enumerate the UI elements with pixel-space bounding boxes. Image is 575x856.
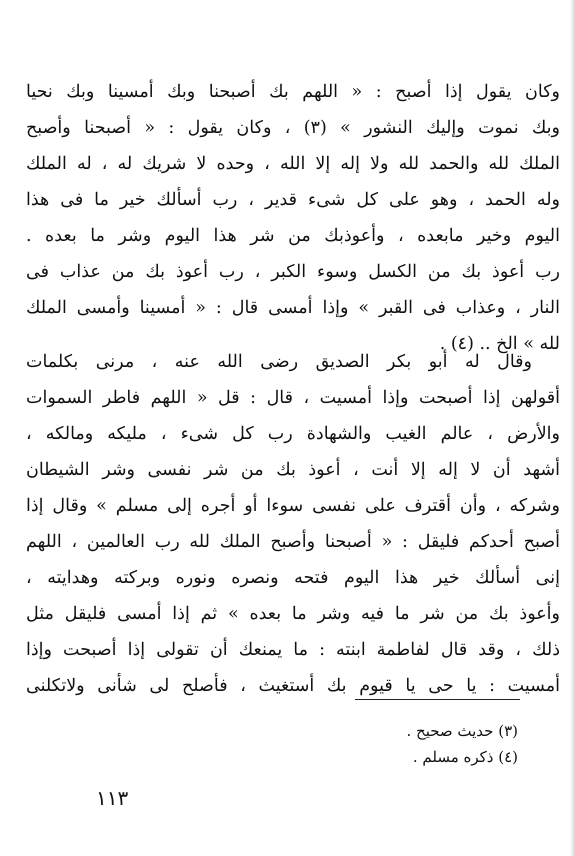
text-line: وأعوذ بك من شر ما فيه وشر ما بعده » ثم إذا أمسى فليقل مثل [26, 604, 560, 624]
page-number: ١١٣ [96, 786, 129, 810]
text-line: وقال له أبو بكر الصديق رضى الله عنه ، مرنى بكلمات [26, 352, 532, 372]
text-line: ذلك ، وقد قال لفاطمة ابنته : ما يمنعك أن تقولى إذا أصبحت وإذا [26, 640, 560, 660]
text-line: والأرض ، عالم الغيب والشهادة رب كل شىء ، مليكه ومالكه ، [26, 424, 560, 444]
text-line: وشركه ، وأن أقترف على نفسى سوءا أو أجره إلى مسلم » وقال إذا [26, 496, 560, 516]
text-line: رب أعوذ بك من الكسل وسوء الكبر ، رب أعوذ بك من عذاب فى [26, 262, 560, 282]
footnote: (٣) حديث صحيح . [406, 722, 518, 740]
paragraph-2 [26, 344, 560, 704]
footnote-divider [355, 699, 520, 700]
text-line: أقولهن إذا أصبحت وإذا أمسيت ، قال : قل « اللهم فاطر السموات [26, 388, 560, 408]
footnotes [218, 718, 518, 770]
text-line: وبك نموت وإليك النشور » (٣) ، وكان يقول : « أصبحنا وأصبح [26, 118, 560, 138]
text-line: النار ، وعذاب فى القبر » وإذا أمسى قال : « أمسينا وأمسى الملك [26, 298, 560, 318]
text-line: وله الحمد ، وهو على كل شىء قدير ، رب أسألك خير ما فى هذا [26, 190, 560, 210]
text-line: لله » الخ .. (٤) . [439, 334, 560, 354]
page-edge-shadow [570, 0, 575, 856]
paragraph-1 [26, 74, 560, 362]
footnote: (٤) ذكره مسلم . [412, 748, 518, 766]
text-line: اليوم وخير مابعده ، وأعوذبك من شر هذا اليوم وشر ما بعده . [26, 226, 560, 246]
text-line: أمسيت : يا حى يا قيوم بك أستغيث ، فأصلح لى شأنى ولاتكلنى [26, 676, 560, 696]
text-line: الملك لله والحمد لله ولا إله إلا الله ، وحده لا شريك له ، له الملك [26, 154, 560, 174]
text-line: إنى أسألك خير هذا اليوم فتحه ونصره ونوره وبركته وهدايته ، [26, 568, 560, 588]
text-line: وكان يقول إذا أصبح : « اللهم بك أصبحنا وبك أمسينا وبك نحيا [26, 82, 560, 102]
text-line: أصبح أحدكم فليقل : « أصبحنا وأصبح الملك لله رب العالمين ، اللهم [26, 532, 560, 552]
text-line: أشهد أن لا إله إلا أنت ، أعوذ بك من شر نفسى وشر الشيطان [26, 460, 560, 480]
